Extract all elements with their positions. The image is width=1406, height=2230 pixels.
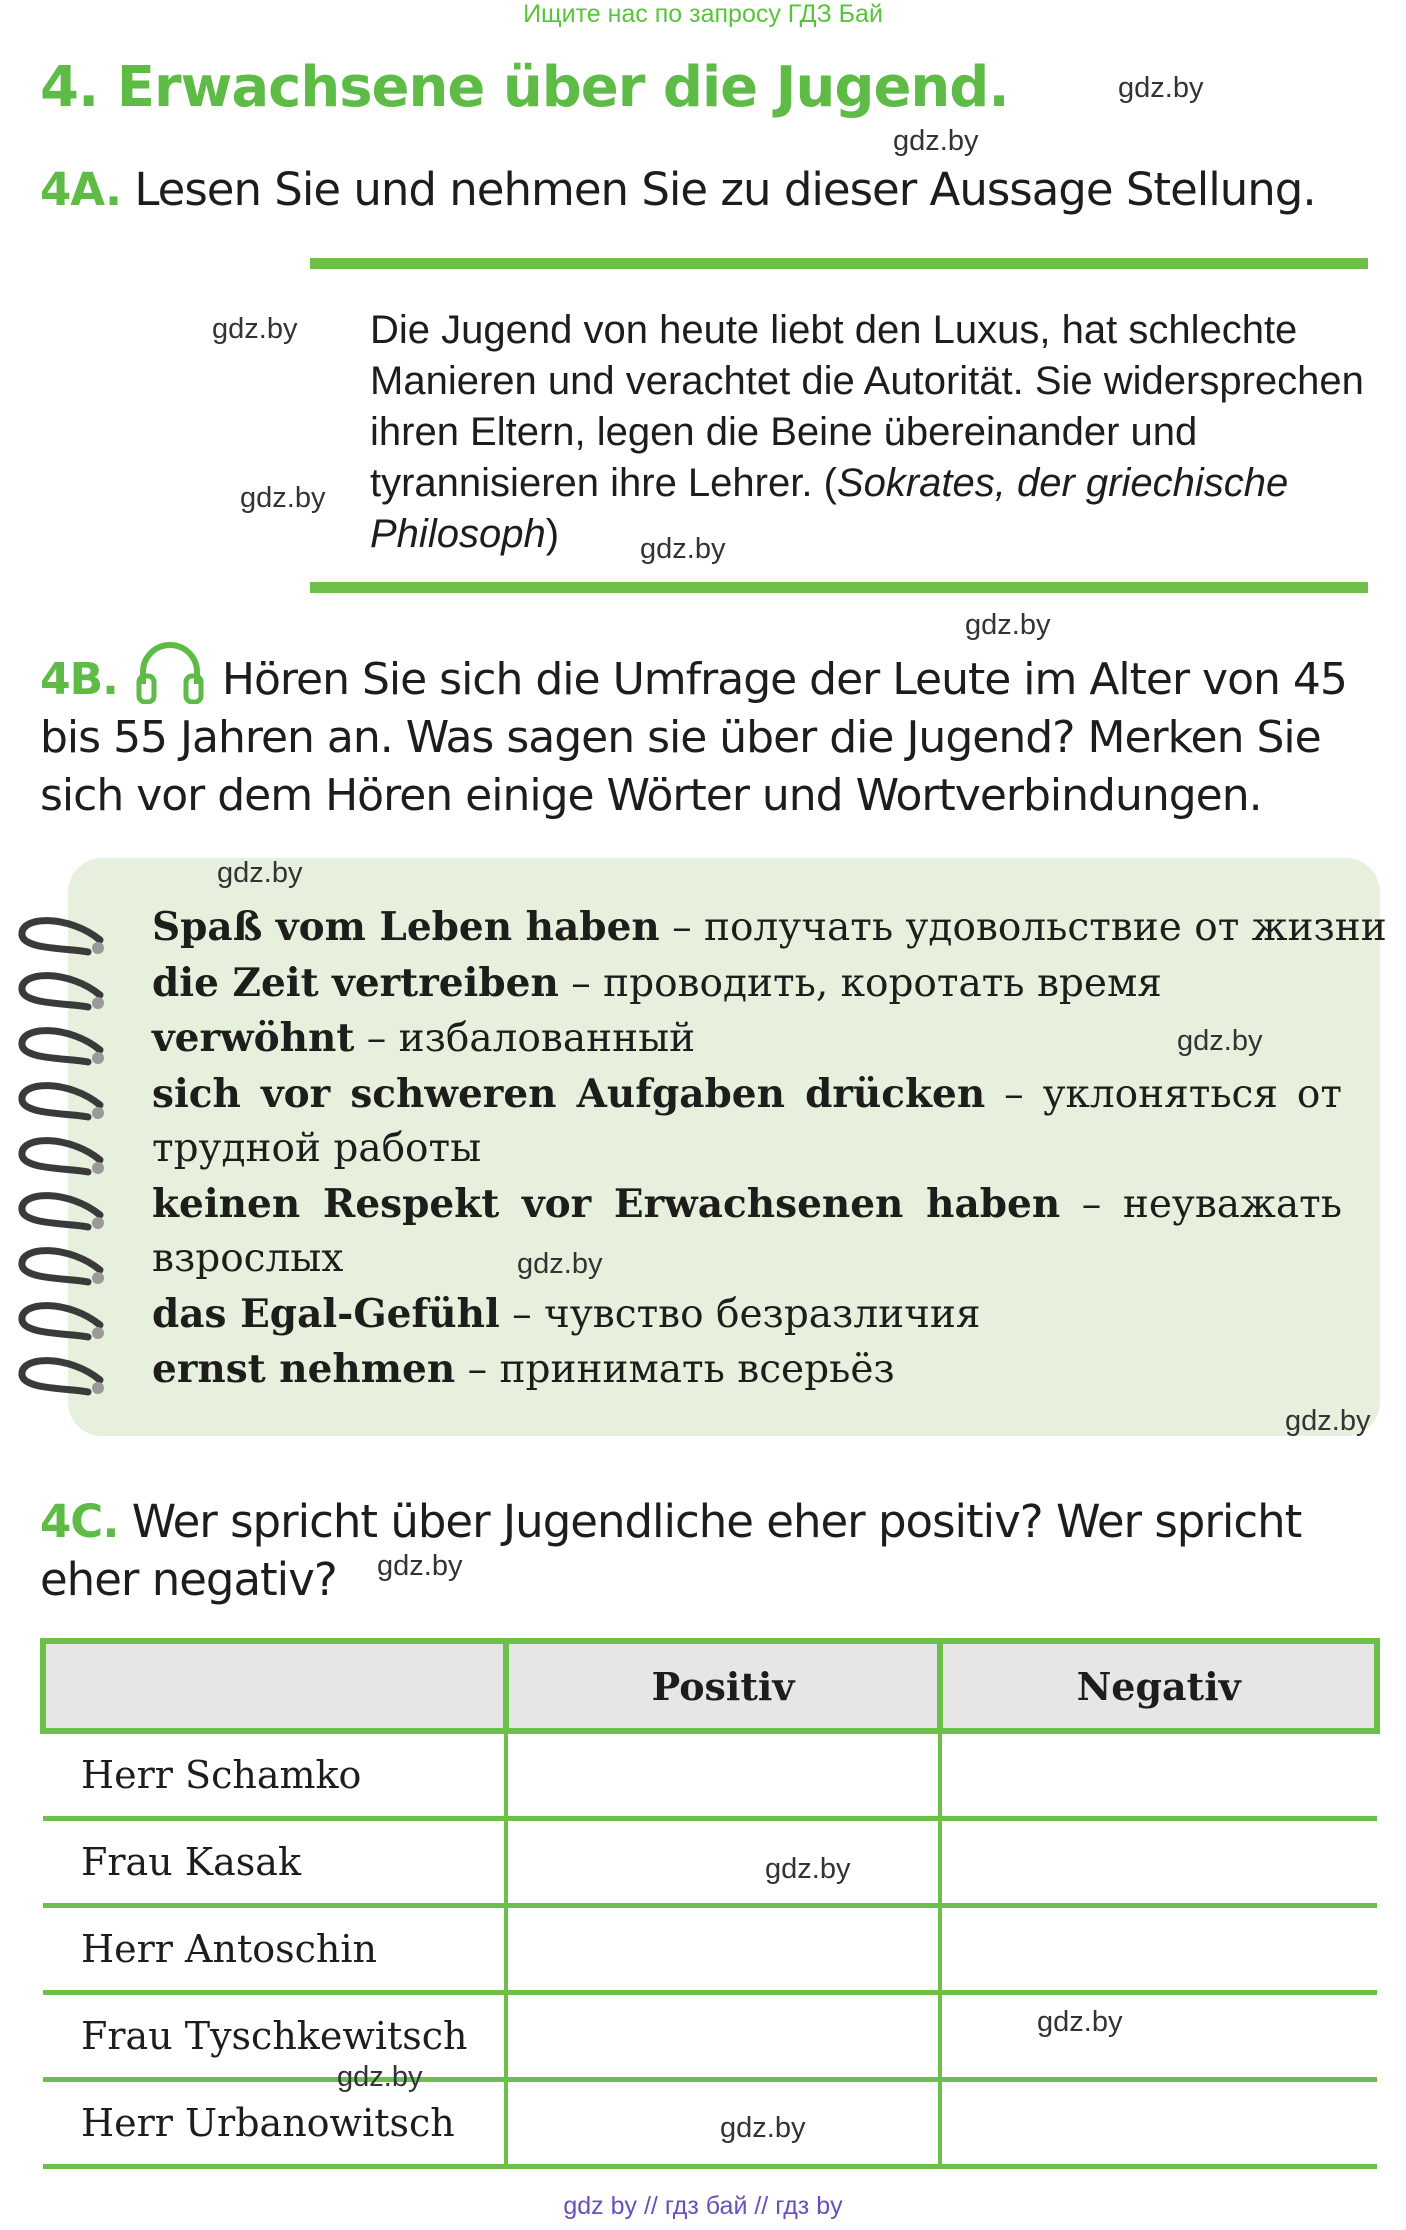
- quote-block: [370, 305, 1370, 560]
- watermark: gdz.by: [240, 482, 326, 514]
- watermark: gdz.by: [640, 533, 726, 565]
- task-4c-heading: [40, 1493, 1380, 1609]
- table-row: [43, 1819, 1377, 1906]
- vocab-item: [152, 956, 1342, 1012]
- negativ-cell[interactable]: [940, 2080, 1377, 2167]
- negativ-cell[interactable]: [940, 1906, 1377, 1993]
- answer-table: [40, 1638, 1380, 2169]
- task-4a-heading: [40, 163, 1316, 216]
- vocab-term: keinen Respekt vor Erwachsenen haben: [152, 1180, 1061, 1227]
- watermark: gdz.by: [517, 1248, 603, 1280]
- quote-top-rule: [310, 258, 1368, 269]
- table-header-negativ: Negativ: [940, 1641, 1377, 1731]
- positiv-cell[interactable]: [506, 1906, 941, 1993]
- vocab-term: verwöhnt: [152, 1015, 355, 1061]
- watermark: gdz.by: [1177, 1025, 1263, 1057]
- row-name: Frau Tyschkewitsch: [43, 1993, 506, 2080]
- vocab-translation: – принимать всерьёз: [455, 1347, 895, 1392]
- vocab-item: [152, 1177, 1342, 1287]
- watermark: gdz.by: [1037, 2006, 1123, 2038]
- negativ-cell[interactable]: [940, 1993, 1377, 2080]
- table-row: [43, 1731, 1377, 1819]
- table-row: [43, 1993, 1377, 2080]
- positiv-cell[interactable]: [506, 1819, 941, 1906]
- task-4a-text: Lesen Sie und nehmen Sie zu dieser Aussage Stellung.: [134, 163, 1316, 216]
- watermark: gdz.by: [1285, 1405, 1371, 1437]
- vocab-item: [152, 1342, 1342, 1398]
- footer-links[interactable]: gdz by // гдз бай // гдз by: [563, 2192, 843, 2220]
- watermark: gdz.by: [337, 2061, 423, 2093]
- vocab-term: sich vor schweren Aufgaben drücken: [152, 1070, 986, 1117]
- negativ-cell[interactable]: [940, 1731, 1377, 1819]
- task-4c-number: 4C.: [40, 1495, 119, 1548]
- vocab-term: Spaß vom Leben haben: [152, 904, 660, 950]
- vocab-item: [152, 1287, 1342, 1343]
- watermark: gdz.by: [965, 609, 1051, 641]
- positiv-cell[interactable]: [506, 1731, 941, 1819]
- table-header-cell: [43, 1641, 506, 1731]
- vocab-translation: – получать удовольствие от жизни: [659, 905, 1387, 950]
- top-banner[interactable]: Ищите нас по запросу ГДЗ Бай: [523, 0, 883, 28]
- task-4b-heading: [40, 640, 1380, 825]
- task-4b-number: 4B.: [40, 654, 118, 705]
- row-name: Herr Antoschin: [43, 1906, 506, 1993]
- notebook-spiral-icon: [10, 910, 110, 1400]
- vocab-translation: – неуважать взрослых: [152, 1181, 1342, 1281]
- watermark: gdz.by: [720, 2112, 806, 2144]
- row-name: Herr Schamko: [43, 1731, 506, 1819]
- quote-bottom-rule: [310, 582, 1368, 593]
- vocab-translation: – чувство безразличия: [499, 1291, 981, 1337]
- vocabulary-list: [152, 900, 1387, 1398]
- headphones-icon[interactable]: [135, 640, 205, 704]
- task-4a-number: 4A.: [40, 163, 122, 216]
- quote-text: Die Jugend von heute liebt den Luxus, hat schlechte Manieren und verachtet die Autorität. Sie widersprechen ihren Eltern, legen die Beine übereinander und tyrannisieren ihre Lehrer. (: [370, 308, 1364, 505]
- watermark: gdz.by: [212, 313, 298, 345]
- vocab-translation: – проводить, коротать время: [558, 960, 1162, 1006]
- table-row: [43, 2080, 1377, 2167]
- vocab-term: ernst nehmen: [152, 1346, 456, 1392]
- vocab-translation: – избалованный: [354, 1016, 696, 1061]
- row-name: Frau Kasak: [43, 1819, 506, 1906]
- vocab-item: [152, 1011, 1342, 1067]
- vocab-term: die Zeit vertreiben: [152, 959, 559, 1006]
- vocab-item: [152, 1067, 1342, 1177]
- task-4c-text: Wer spricht über Jugendliche eher positiv? Wer spricht eher negativ?: [40, 1495, 1302, 1606]
- positiv-cell[interactable]: [506, 1993, 941, 2080]
- vocab-item: [152, 900, 1387, 956]
- watermark: gdz.by: [377, 1550, 463, 1582]
- quote-source: Sokrates, der griechische Philosoph: [370, 461, 1289, 556]
- table-header-row: [43, 1641, 1377, 1731]
- vocab-term: das Egal-Gefühl: [152, 1290, 500, 1337]
- exercise-title: 4. Erwachsene über die Jugend.: [40, 55, 1009, 120]
- watermark: gdz.by: [1118, 72, 1204, 104]
- table-header-positiv: Positiv: [506, 1641, 941, 1731]
- watermark: gdz.by: [217, 857, 303, 889]
- vocab-translation: – уклоняться от трудной работы: [152, 1071, 1342, 1171]
- quote-close: ): [545, 512, 560, 556]
- table-row: [43, 1906, 1377, 1993]
- watermark: gdz.by: [765, 1853, 851, 1885]
- watermark: gdz.by: [893, 125, 979, 157]
- negativ-cell[interactable]: [940, 1819, 1377, 1906]
- row-name: Herr Urbanowitsch: [43, 2080, 506, 2167]
- task-4b-text: Hören Sie sich die Umfrage der Leute im Alter von 45 bis 55 Jahren an. Was sagen sie über die Jugend? Merken Sie sich vor dem Hören einige Wörter und Wortverbindungen.: [40, 654, 1347, 821]
